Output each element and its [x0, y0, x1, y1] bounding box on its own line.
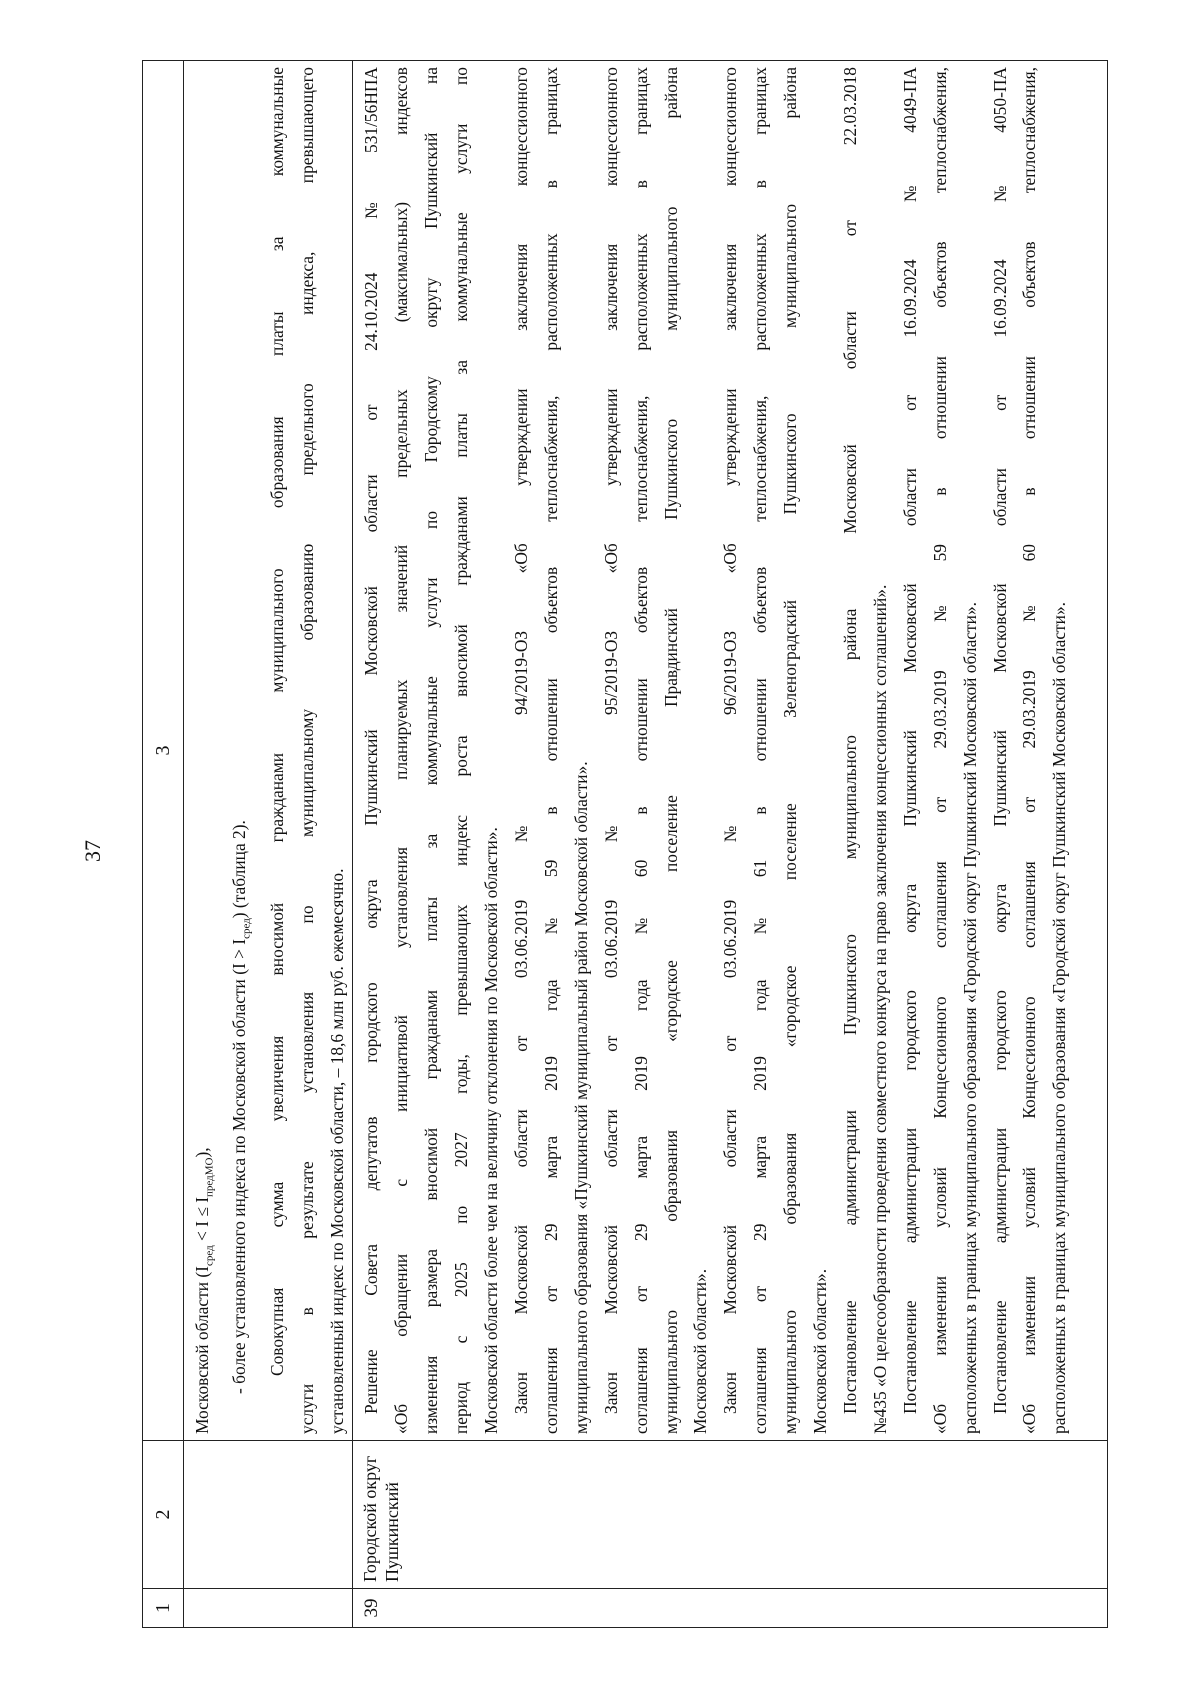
text-line: Постановление администрации городского округа Пушкинский Московской области от 16.09.2024 №4049-ПА: [899, 67, 920, 1414]
municipality-name-line: Пушкинский: [382, 1482, 403, 1582]
text-line: муниципального образования «Пушкинский муниципальный район Московской области».: [570, 761, 591, 1434]
text-line: период с 2025 по 2027 годы, превышающих индекс роста вносимой гражданами платы за коммунальные услуги по: [451, 67, 472, 1434]
row-number: 39: [353, 1589, 1108, 1628]
text-line: Закон Московской области от 03.06.2019 № 94/2019-ОЗ «Об утверждении заключения концессионного: [511, 67, 531, 1414]
legal-acts-text: [353, 61, 1108, 1441]
text-line: Московской области».: [810, 1268, 831, 1434]
continuation-name-cell: [184, 1441, 353, 1589]
text-line: - более установленного индекса по Московской области $(I > I_{сред})$ (таблица 2).: [229, 820, 253, 1394]
text-line: Закон Московской области от 03.06.2019 № 96/2019-ОЗ «Об утверждении заключения концессионного: [720, 67, 741, 1414]
legal-acts-table: [142, 60, 1108, 1628]
text-line: «Об изменении условий Концессионного соглашения от 29.03.2019 №60 в отношении объектов теплоснабжения,: [1019, 67, 1040, 1434]
text-line: Совокупная сумма увеличения вносимой гражданами муниципального образования платы за коммунальные: [266, 67, 287, 1376]
table-header-row: [143, 61, 184, 1628]
municipality-name: [353, 1441, 1108, 1589]
table-row-39: [353, 61, 1108, 1628]
text-line: Закон Московской области от 03.06.2019 № 95/2019-ОЗ «Об утверждении заключения концессионного: [600, 67, 621, 1414]
text-line: изменения размера вносимой гражданами платы за коммунальные услуги по Городскому округу Пушкинский на: [421, 67, 442, 1434]
page-number: 37: [80, 840, 105, 862]
text-line: соглашения от 29 марта 2019 года №61 в отношении объектов теплоснабжения, расположенных в границах: [750, 67, 771, 1434]
continuation-num-cell: [184, 1589, 353, 1628]
text-line: Московской области».: [690, 1268, 711, 1434]
text-line: Постановление администрации Пушкинского муниципального района Московской области от 22.03.2018: [839, 67, 860, 1414]
text-line: «Об изменении условий Концессионного соглашения от 29.03.2019 №59 в отношении объектов теплоснабжения,: [929, 67, 950, 1434]
header-col-1: 1: [143, 1589, 184, 1628]
continuation-text-cell: [184, 61, 353, 1441]
header-col-2: 2: [143, 1441, 184, 1589]
text-line: услуги в результате установления по муниципальному образованию предельного индекса, превышающего: [296, 67, 317, 1434]
text-line: муниципального образования «городское поселение Зеленоградский Пушкинского муниципального района: [780, 67, 801, 1434]
text-line: муниципального образования «городское поселение Правдинский Пушкинского муниципального района: [660, 67, 681, 1434]
continuation-row: [184, 61, 353, 1628]
text-line: Московской области $(I_{сред} < I \le I_{предМО})$,: [192, 1147, 216, 1434]
text-line: №435 «О целесообразности проведения совместного конкурса на право заключения концессионных соглашений».: [869, 584, 890, 1434]
text-line: Постановление администрации городского округа Пушкинский Московской области от 16.09.2024 №4050-ПА: [989, 67, 1010, 1414]
text-line: расположенных в границах муниципального образования «Городской округ Пушкинский Московской области».: [959, 602, 980, 1434]
text-line: «Об обращении с инициативой установления планируемых значений предельных (максимальных) индексов: [391, 67, 412, 1434]
header-col-3: 3: [143, 61, 184, 1441]
text-line: соглашения от 29 марта 2019 года №60 в отношении объектов теплоснабжения, расположенных в границах: [630, 67, 651, 1434]
text-line: Решение Совета депутатов городского округа Пушкинский Московской области от 24.10.2024 №531/56НПА: [361, 67, 382, 1414]
text-line: Московской области более чем на величину отклонения по Московской области».: [481, 827, 502, 1434]
text-line: установленный индекс по Московской области, – 18,6 млн руб. ежемесячно.: [326, 868, 347, 1434]
municipality-name-line: Городской округ: [360, 1455, 381, 1582]
text-line: расположенных в границах муниципального образования «Городской округ Пушкинский Московской области».: [1049, 602, 1070, 1434]
text-line: соглашения от 29 марта 2019 года №59 в отношении объектов теплоснабжения, расположенных в границах: [540, 67, 561, 1434]
